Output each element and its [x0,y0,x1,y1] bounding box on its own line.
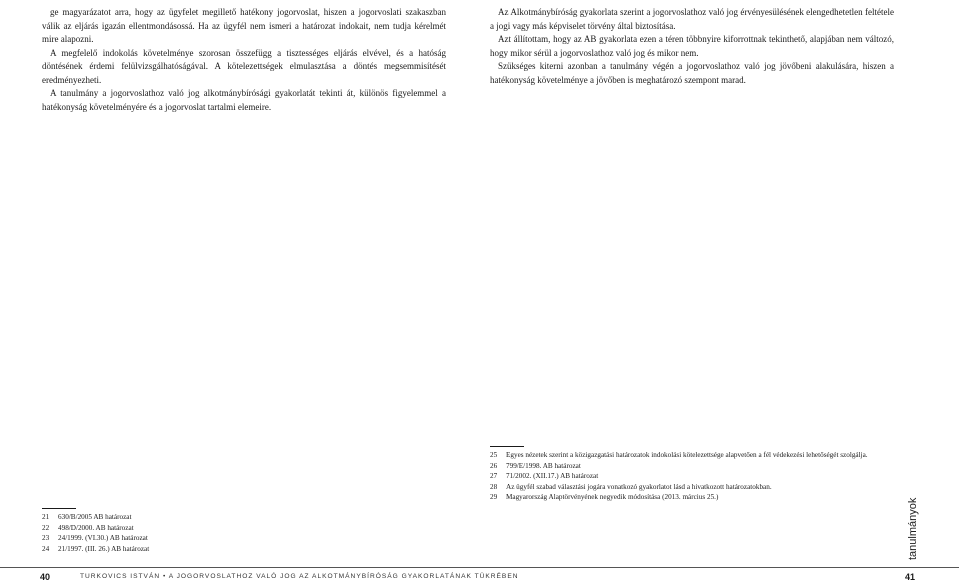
right-paragraph: Szükséges kiterni azonban a tanulmány végén a jogorvoslathoz való jog jövőbeni alakulására, hiszen a hatékonyság követelménye a jövőben is meghatározó szempont marad. [490,61,894,85]
left-paragraph: A tanulmány a jogorvoslathoz való jog alkotmánybírósági gyakorlatát tekinti át, különös figyelemmel a hatékonyság követelményére és a jogorvoslat tartalmi elemeire. [42,88,446,112]
footnote-number: 22 [42,523,50,532]
right-page-body [490,6,894,446]
footnote-number: 28 [490,482,498,491]
left-paragraph: ge magyarázatot arra, hogy az ügyfelet megillető hatékony jogorvoslat, hiszen a jogorvoslati szakaszban válik az eljárás igazán ellentmondásossá. Ha az ügyfél nem ismeri a határozat indokait, nem tudja kérelmét mire alapozni. [42,7,446,44]
footnote-text: 630/B/2005 AB határozat [58,513,132,521]
page-number-right: 41 [905,572,916,582]
footnote [42,533,446,544]
footnote [490,492,894,503]
page-footer [0,567,959,585]
footnote-number: 26 [490,461,498,470]
footnote-text: 71/2002. (XII.17.) AB határozat [506,472,599,480]
footnote-text: 799/E/1998. AB határozat [506,461,581,470]
section-tab [904,470,922,566]
running-head: TURKOVICS ISTVÁN • A JOGORVOSLATHOZ VALÓ JOG AZ ALKOTMÁNYBÍRÓSÁG GYAKORLATÁNAK TÜKRÉBEN [80,573,519,580]
footnote [490,461,894,472]
footnote [42,544,446,555]
footnote-number: 21 [42,513,50,521]
footnote [490,482,894,493]
footnote-text: 498/D/2000. AB határozat [58,523,134,532]
right-footnotes [490,450,894,503]
page-number-left: 40 [40,572,51,582]
footnote-divider [490,446,524,447]
footnote-divider [42,508,76,509]
footnote [490,450,894,461]
right-paragraph: Az Alkotmánybíróság gyakorlata szerint a jogorvoslathoz való jog érvényesülésének elengedhetetlen feltétele a jogi vagy más képviselet törvény által biztosítása. [490,7,894,31]
footnote-number: 24 [42,544,50,553]
footnote-number: 27 [490,472,498,480]
footnote-text: Magyarország Alaptörvényének negyedik módosítása (2013. március 25.) [506,493,719,501]
footnote [42,512,446,523]
footnote-number: 29 [490,493,498,501]
footnote-number: 25 [490,451,498,459]
left-footnotes [42,512,446,554]
left-page-body [42,6,446,506]
footnote-number: 23 [42,534,50,542]
footnote-text: Az ügyfél szabad választási jogára vonatkozó gyakorlatot lásd a hivatkozott határozatokban. [506,482,772,491]
footnote-text: 24/1999. (VI.30.) AB határozat [58,534,148,542]
footnote-text: Egyes nézetek szerint a közigazgatási határozatok indokolási kötelezettsége alapvetően a fél védekezési lehetőségét szolgálja. [506,451,868,459]
section-tab-label: tanulmányok [907,497,919,560]
right-paragraph: Azt állítottam, hogy az AB gyakorlata ezen a téren többnyire kiforrottnak tekinthető, alapjában nem változó, hogy mikor sérül a jogorvoslathoz való jog és mikor nem. [490,34,894,58]
footnote-text: 21/1997. (III. 26.) AB határozat [58,544,150,553]
footnote [490,471,894,482]
footnote [42,523,446,534]
left-paragraph: A megfelelő indokolás követelménye szorosan összefügg a tisztességes eljárás elvével, és a hatóság döntésének érdemi felülvizsgálhatóságával. A kötelezettségek elmulasztása a döntés megsemmisítését eredményezheti. [42,47,446,85]
